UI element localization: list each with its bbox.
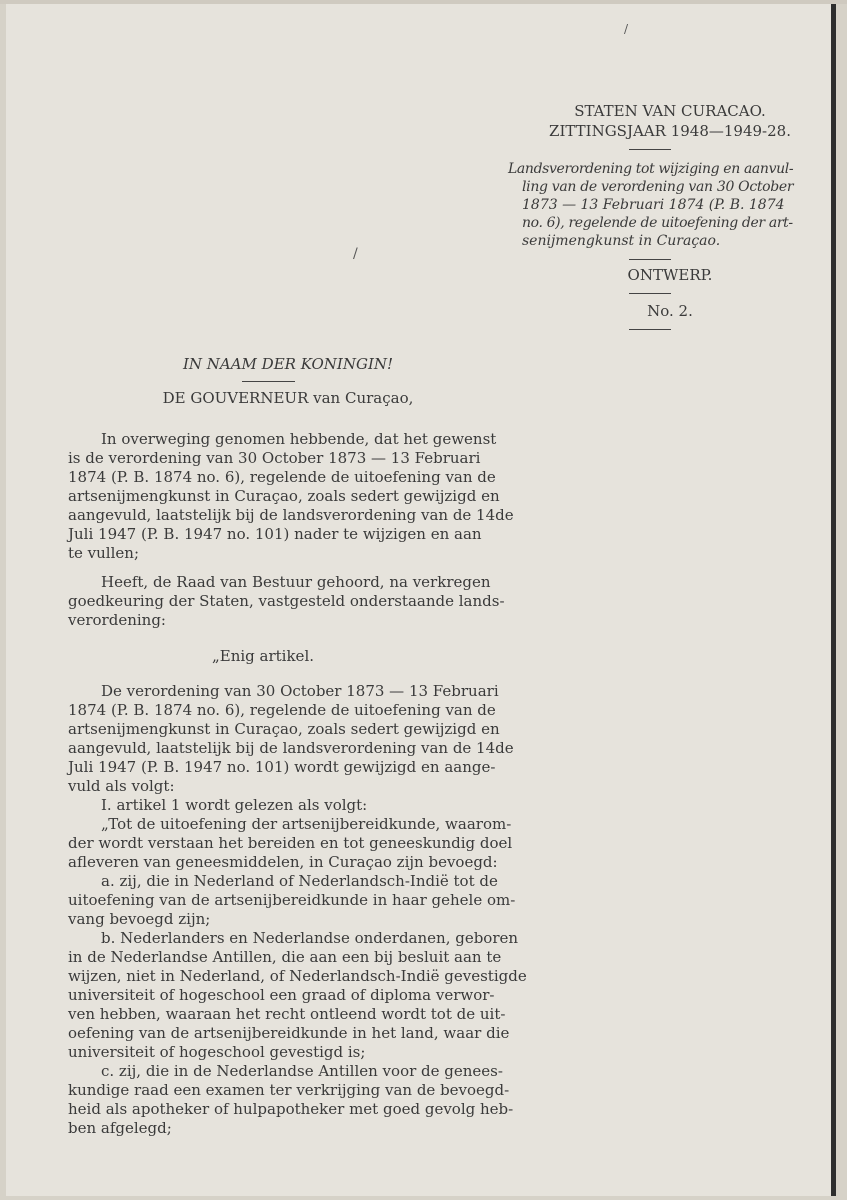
document-number: No. 2. [647,302,693,320]
text-line: Heeft, de Raad van Bestuur gehoord, na verkregen [101,573,491,591]
text-line: a. zij, die in Nederland of Nederlandsch-Indië tot de [101,872,498,890]
text-line: De verordening van 30 October 1873 — 13 Februari [101,682,499,700]
text-line: in de Nederlandse Antillen, die aan een bij besluit aan te [68,948,502,966]
scan-mark: / [353,246,358,262]
text-line: Juli 1947 (P. B. 1947 no. 101) nader te wijzigen en aan [68,525,482,543]
text-line: In overweging genomen hebbende, dat het gewenst [101,430,497,448]
text-line: vang bevoegd zijn; [68,910,211,928]
text-line: 1874 (P. B. 1874 no. 6), regelende de uitoefening van de [68,701,496,719]
text-line: der wordt verstaan het bereiden en tot geneeskundig doel [68,834,513,852]
text-line: verordening: [68,611,166,629]
text-line: afleveren van geneesmiddelen, in Curaçao zijn bevoegd: [68,853,498,871]
text-line: goedkeuring der Staten, vastgesteld onderstaande lands- [68,592,505,610]
text-line: vuld als volgt: [68,777,175,795]
text-line: Juli 1947 (P. B. 1947 no. 101) wordt gewijzigd en aange- [68,758,496,776]
text-line: I. artikel 1 wordt gelezen als volgt: [101,796,368,814]
text-line: artsenijmengkunst in Curaçao, zoals sedert gewijzigd en [68,487,500,505]
invocation: IN NAAM DER KONINGIN! [182,355,394,373]
header-rule-4 [629,329,671,330]
header-rule-1 [629,149,671,150]
header-line-1: STATEN VAN CURACAO. [574,102,766,120]
text-line: „Tot de uitoefening der artsenijbereidkunde, waarom- [101,815,512,833]
text-line: heid als apotheker of hulpapotheker met goed gevolg heb- [68,1100,514,1118]
text-line: te vullen; [68,544,139,562]
text-line: oefening van de artsenijbereidkunde in het land, waar die [68,1024,510,1042]
text-line: 1874 (P. B. 1874 no. 6), regelende de uitoefening van de [68,468,496,486]
text-line: ven hebben, waaraan het recht ontleend wordt tot de uit- [68,1005,506,1023]
text-line: is de verordening van 30 October 1873 — 13 Februari [68,449,481,467]
text-line: ben afgelegd; [68,1119,172,1137]
subject-line: 1873 — 13 Februari 1874 (P. B. 1874 [522,197,785,213]
subject-line: no. 6), regelende de uitoefening der art- [522,215,793,231]
text-line: kundige raad een examen ter verkrijging van de bevoegd- [68,1081,510,1099]
text-line: universiteit of hogeschool gevestigd is; [68,1043,366,1061]
text-line: artsenijmengkunst in Curaçao, zoals sedert gewijzigd en [68,720,500,738]
text-line: aangevuld, laatstelijk bij de landsverordening van de 14de [68,506,514,524]
text-line: aangevuld, laatstelijk bij de landsverordening van de 14de [68,739,514,757]
header-rule-2 [629,259,671,260]
subject-line: Landsverordening tot wijziging en aanvul- [508,161,794,177]
text-line: c. zij, die in de Nederlandse Antillen voor de genees- [101,1062,503,1080]
issuer: DE GOUVERNEUR van Curaçao, [162,389,414,407]
text-line: wijzen, niet in Nederland, of Nederlandsch-Indië gevestigde [68,967,527,985]
text-line: uitoefening van de artsenijbereidkunde in haar gehele om- [68,891,516,909]
text-line: b. Nederlanders en Nederlandse onderdanen, geboren [101,929,519,947]
scan-mark: / [624,22,629,36]
article-title: „Enig artikel. [211,647,315,665]
header-rule-3 [629,293,671,294]
invocation-rule [242,381,295,382]
subject-line: senijmengkunst in Curaçao. [522,233,721,249]
draft-label: ONTWERP. [627,266,713,284]
text-line: universiteit of hogeschool een graad of diploma verwor- [68,986,495,1004]
subject-line: ling van de verordening van 30 October [522,179,794,195]
header-line-2: ZITTINGSJAAR 1948—1949-28. [549,122,791,140]
